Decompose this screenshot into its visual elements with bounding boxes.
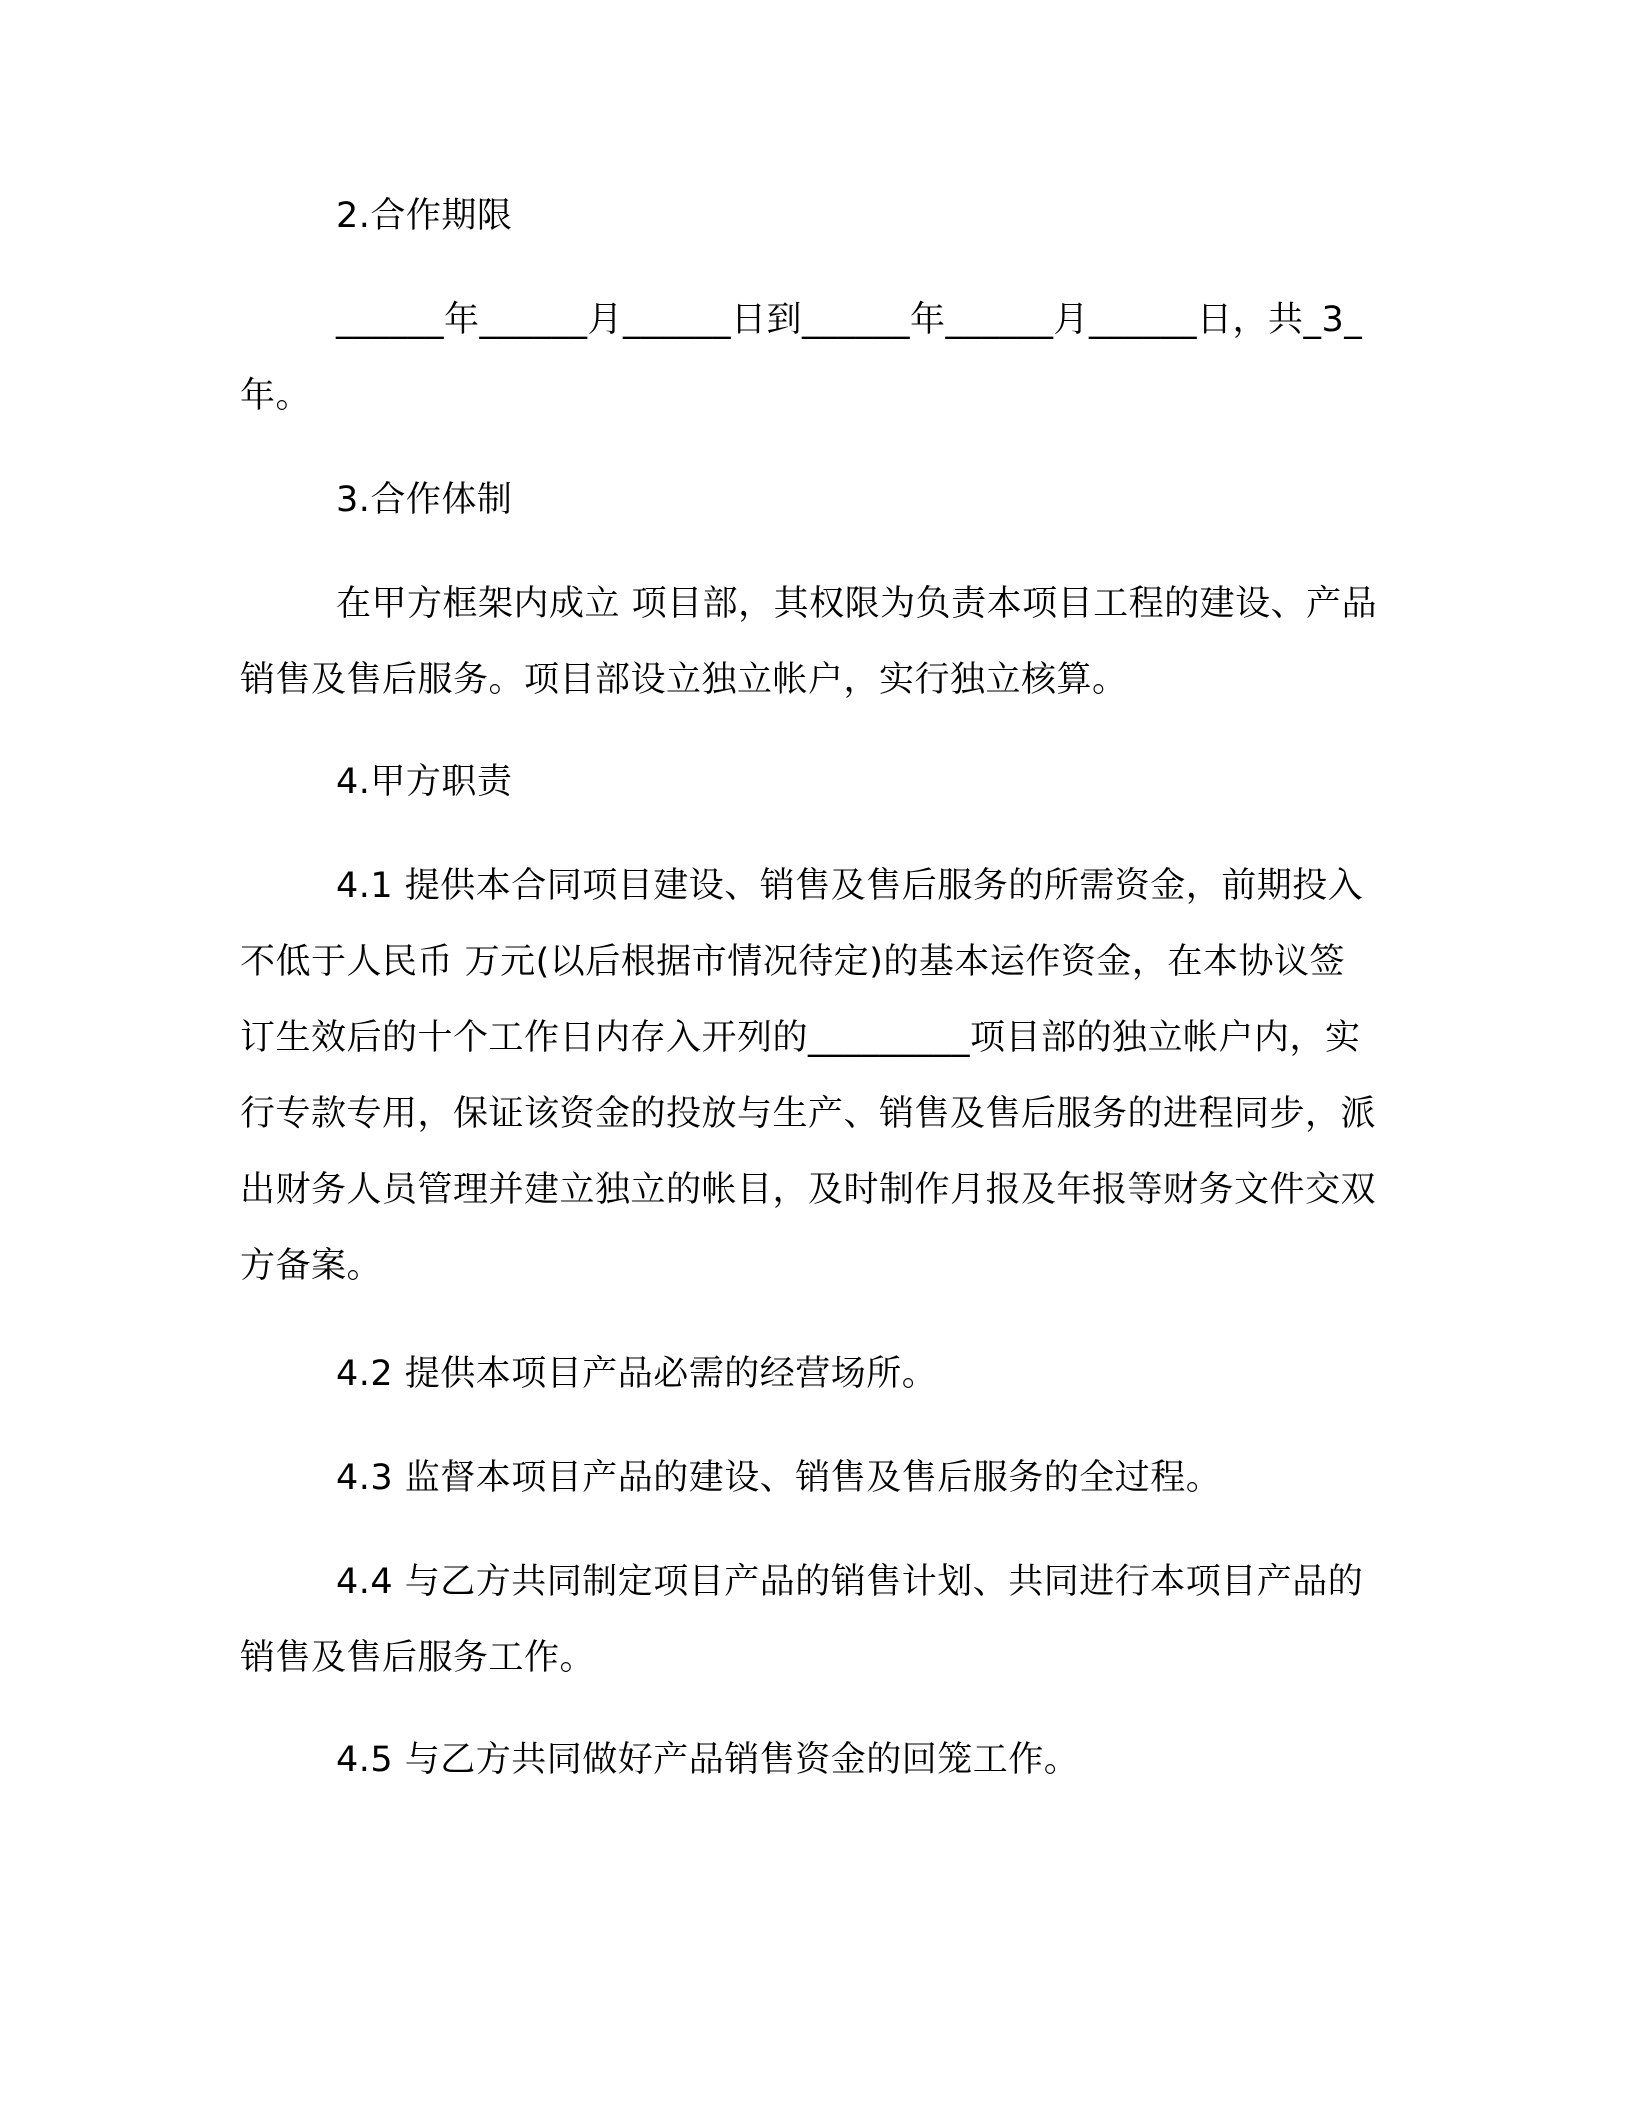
cooperation-term-dates: ______年______月______日到______年______月______日，共_3_年。: [240, 300, 1363, 416]
clause-4-2: 4.2 提供本项目产品必需的经营场所。: [336, 1354, 938, 1394]
cooperation-system-paragraph: 在甲方框架内成立 项目部，其权限为负责本项目工程的建设、产品销售及售后服务。项目部设立独立帐户，实行独立核算。: [240, 584, 1378, 700]
clause-4-4: 4.4 与乙方共同制定项目产品的销售计划、共同进行本项目产品的销售及售后服务工作。: [240, 1562, 1364, 1678]
section-heading-cooperation-term: 2.合作期限: [336, 196, 513, 236]
clause-4-1: 4.1 提供本合同项目建设、销售及售后服务的所需资金，前期投入不低于人民币 万元(以后根据市情况待定)的基本运作资金，在本协议签订生效后的十个工作日内存入开列的_________项目部的独立帐户内，实行专款专用，保证该资金的投放与生产、销售及售后服务的进程同步，派出财务人员管理并建立独立的帐目，及时制作月报及年报等财务文件交双方备案。: [240, 866, 1377, 1286]
section-heading-cooperation-system: 3.合作体制: [336, 480, 513, 520]
section-heading-party-a-duties: 4.甲方职责: [336, 762, 513, 802]
clause-4-5: 4.5 与乙方共同做好产品销售资金的回笼工作。: [336, 1740, 1080, 1780]
clause-4-3: 4.3 监督本项目产品的建设、销售及售后服务的全过程。: [336, 1458, 1222, 1498]
